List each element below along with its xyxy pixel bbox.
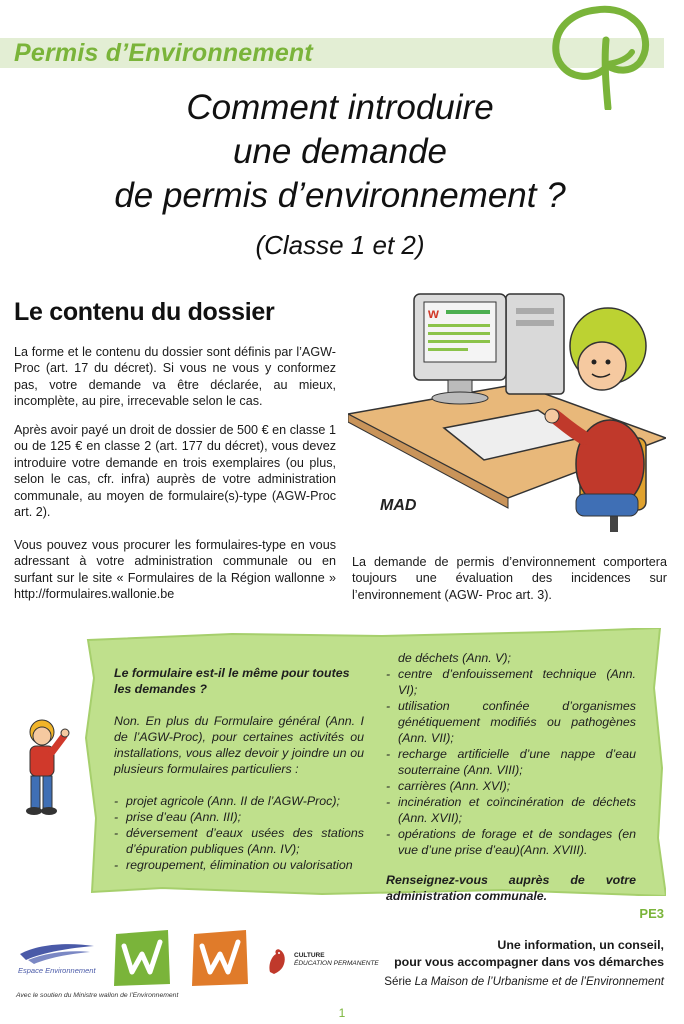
paragraph-forme: La forme et le contenu du dossier sont définis par l’AGW-Proc (art. 17 du décret). Si vous ne vous y conformez pas, votre demande va être déclarée, au mieux, incomplète, au pire, irrecevable selon le cas. bbox=[14, 345, 336, 409]
box-right-column bbox=[386, 650, 636, 904]
paragraph-formulaires: Vous pouvez vous procurer les formulaires-type en vous adressant à votre administration communale ou en surfant sur le site « Formulaires de la Région wallonne » http://formulaires.wallonie.be bbox=[14, 538, 336, 602]
list-item: - carrières (Ann. XVI); bbox=[386, 778, 636, 794]
list-item: - utilisation confinée d’organismes génétiquement modifiés ou pathogènes (Ann. VII); bbox=[386, 698, 636, 746]
footer-tagline-1: Une information, un conseil, bbox=[497, 938, 664, 952]
illustration-signature: MAD bbox=[380, 497, 417, 514]
main-subtitle: (Classe 1 et 2) bbox=[255, 230, 425, 260]
support-text: Avec le soutien du Ministre wallon de l’Environnement bbox=[16, 992, 179, 999]
culture-label bbox=[294, 952, 379, 968]
paragraph-evaluation: La demande de permis d’environnement comportera toujours une évaluation des incidences sur l’environnement (AGW- Proc art. 3). bbox=[352, 555, 667, 602]
list-item: - incinération et coïncinération de déchets (Ann. XVII); bbox=[386, 794, 636, 826]
title-line: une demande bbox=[232, 132, 448, 171]
list-item: - déversement d’eaux usées des stations d’épuration publiques (Ann. IV); bbox=[114, 825, 364, 857]
box-list-left bbox=[114, 793, 364, 873]
box-question: Le formulaire est-il le même pour toutes les demandes ? bbox=[114, 666, 350, 696]
list-item: - regroupement, élimination ou valorisation bbox=[114, 857, 364, 873]
wallonie-orange-logo bbox=[190, 928, 250, 988]
list-item: - opérations de forage et de sondages (en vue d’une prise d’eau)(Ann. XVIII). bbox=[386, 826, 636, 858]
series-prefix: Série bbox=[384, 975, 415, 988]
list-item: - centre d’enfouissement technique (Ann. VI); bbox=[386, 666, 636, 698]
document-code: PE3 bbox=[639, 906, 664, 921]
box-answer: Non. En plus du Formulaire général (Ann. I de l’AGW-Proc), pour certaines activités ou installations, vous allez devoir y joindre un ou plusieurs formulaires particuliers : bbox=[114, 714, 364, 776]
list-continuation: de déchets (Ann. V); bbox=[398, 651, 511, 665]
paragraph-droit-dossier: Après avoir payé un droit de dossier de 500 € en classe 1 ou de 125 € en classe 2 (art. 177 du décret), vous devez introduire votre demande en trois exemplaires (ou plus, selon le cas, cfr. infra) auprès de votre administration communale, au moyen de formulaire(s)-type (AGW-Proc art. 2). bbox=[14, 423, 336, 520]
box-list-right bbox=[386, 666, 636, 858]
culture-line-1: CULTURE bbox=[294, 952, 325, 959]
culture-line-2: ÉDUCATION PERMANENTE bbox=[294, 960, 379, 967]
kid-character-illustration bbox=[18, 718, 76, 818]
espace-environnement-label: Espace Environnement bbox=[18, 966, 96, 975]
list-item: - projet agricole (Ann. II de l’AGW-Proc); bbox=[114, 793, 364, 809]
header-label: Permis d’Environnement bbox=[14, 39, 313, 67]
series-title: La Maison de l’Urbanisme et de l’Environnement bbox=[414, 975, 664, 988]
box-left-column bbox=[114, 665, 364, 873]
box-call-to-action: Renseignez-vous auprès de votre administration communale. bbox=[386, 873, 636, 903]
main-title bbox=[40, 86, 640, 218]
series-line bbox=[300, 975, 664, 988]
title-line: Comment introduire bbox=[186, 88, 494, 127]
svg-text:w: w bbox=[428, 305, 439, 321]
list-item: - prise d’eau (Ann. III); bbox=[114, 809, 364, 825]
rooster-icon bbox=[266, 946, 288, 976]
list-item: - recharge artificielle d’une nappe d’eau souterraine (Ann. VIII); bbox=[386, 746, 636, 778]
computer-user-illustration bbox=[348, 288, 666, 540]
page-number: 1 bbox=[338, 1006, 346, 1020]
title-line: de permis d’environnement ? bbox=[114, 176, 566, 215]
footer-tagline-2: pour vous accompagner dans vos démarches bbox=[394, 955, 664, 969]
section-title: Le contenu du dossier bbox=[14, 298, 275, 326]
wallonie-green-logo bbox=[112, 928, 172, 988]
